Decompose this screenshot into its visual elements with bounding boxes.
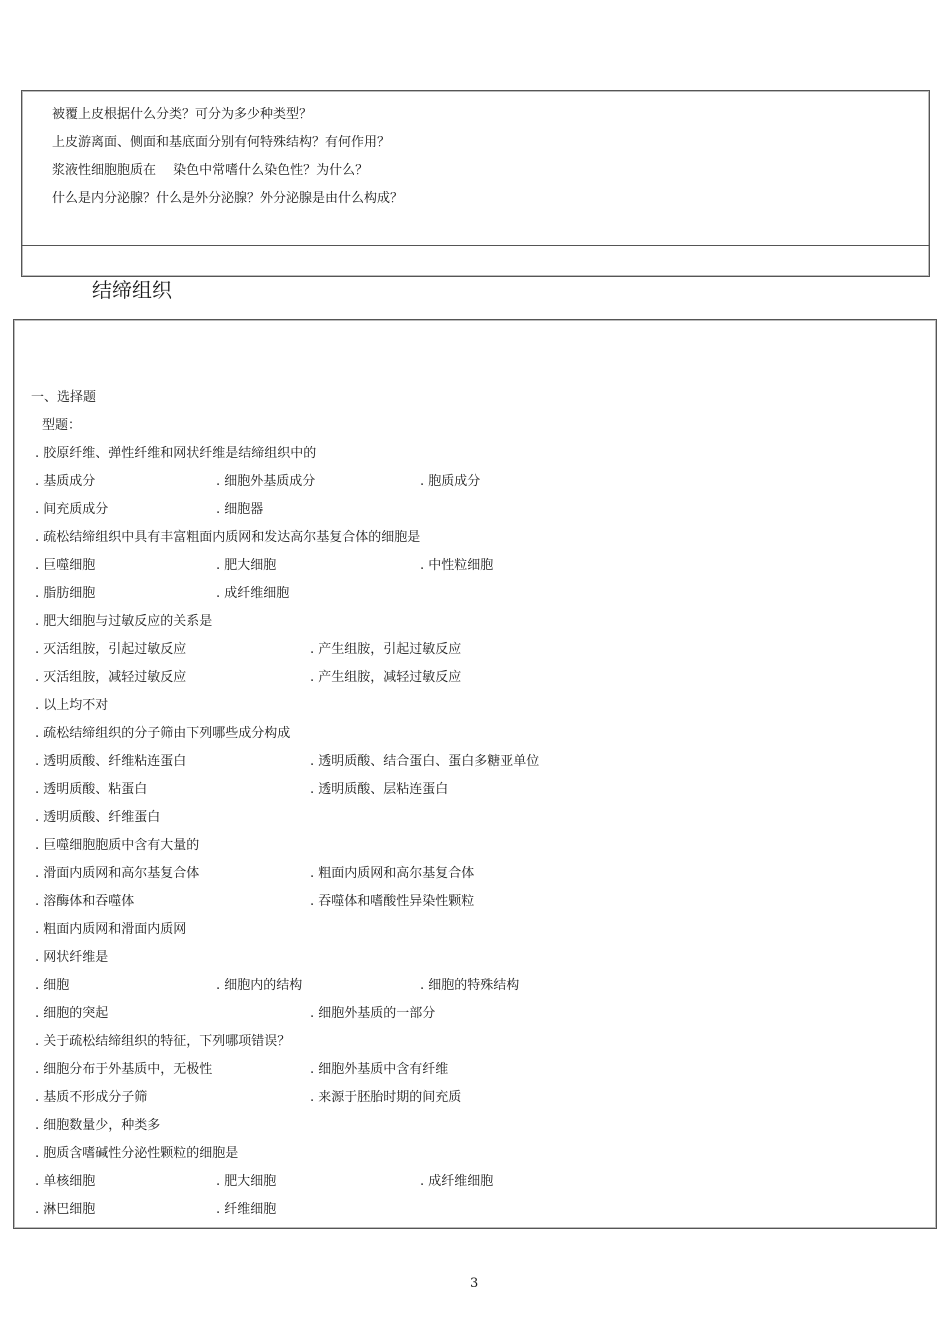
question-type-label: 型题： [42,418,82,433]
option-item: . 来源于胚胎时期的间充质 [310,1090,462,1105]
option-item: . 肥大细胞 [216,558,277,573]
option-item: . 溶酶体和吞噬体 [35,894,135,909]
review-question: 什么是内分泌腺？什么是外分泌腺？外分泌腺是由什么构成？ [52,191,404,206]
review-question: 浆液性细胞胞质在 染色中常嗜什么染色性？为什么？ [52,163,369,178]
option-item: . 细胞 [35,978,70,993]
option-item: . 基质成分 [35,474,96,489]
option-item: . 细胞的突起 [35,1006,109,1021]
question-line: . 肥大细胞与过敏反应的关系是 [35,614,213,629]
option-item: . 透明质酸、层粘连蛋白 [310,782,449,797]
option-item: . 灭活组胺，引起过敏反应 [35,642,187,657]
option-item: . 成纤维细胞 [216,586,290,601]
section-title: 结缔组织 [92,278,172,302]
option-item: . 成纤维细胞 [420,1174,494,1189]
option-item: . 纤维细胞 [216,1202,277,1217]
question-line: . 细胞数量少，种类多 [35,1118,161,1133]
option-item: . 细胞的特殊结构 [420,978,520,993]
option-item: . 透明质酸、结合蛋白、蛋白多糖亚单位 [310,754,540,769]
option-item: . 产生组胺，引起过敏反应 [310,642,462,657]
option-item: . 细胞内的结构 [216,978,303,993]
question-line: . 粗面内质网和滑面内质网 [35,922,187,937]
option-item: . 脂肪细胞 [35,586,96,601]
option-item: . 粗面内质网和高尔基复合体 [310,866,475,881]
option-item: . 细胞外基质成分 [216,474,316,489]
option-item: . 细胞分布于外基质中，无极性 [35,1062,213,1077]
option-item: . 灭活组胺，减轻过敏反应 [35,670,187,685]
section-heading: 一、选择题 [31,390,97,405]
option-item: . 吞噬体和嗜酸性异染性颗粒 [310,894,475,909]
question-line: . 网状纤维是 [35,950,109,965]
option-item: . 透明质酸、纤维粘连蛋白 [35,754,187,769]
question-line: . 以上均不对 [35,698,109,713]
option-item: . 细胞外基质中含有纤维 [310,1062,449,1077]
question-line: . 巨噬细胞胞质中含有大量的 [35,838,200,853]
option-item: . 淋巴细胞 [35,1202,96,1217]
box-divider [22,245,929,246]
review-questions-box [21,90,930,277]
option-item: . 基质不形成分子筛 [35,1090,148,1105]
question-line: . 胞质含嗜碱性分泌性颗粒的细胞是 [35,1146,239,1161]
review-question: 上皮游离面、侧面和基底面分别有何特殊结构？有何作用？ [52,135,391,150]
option-item: . 单核细胞 [35,1174,96,1189]
question-line: . 关于疏松结缔组织的特征，下列哪项错误？ [35,1034,291,1049]
question-line: . 胶原纤维、弹性纤维和网状纤维是结缔组织中的 [35,446,317,461]
option-item: . 透明质酸、粘蛋白 [35,782,148,797]
option-item: . 胞质成分 [420,474,481,489]
option-item: . 产生组胺，减轻过敏反应 [310,670,462,685]
option-item: . 滑面内质网和高尔基复合体 [35,866,200,881]
option-item: . 细胞外基质的一部分 [310,1006,436,1021]
question-line: . 疏松结缔组织的分子筛由下列哪些成分构成 [35,726,291,741]
option-item: . 肥大细胞 [216,1174,277,1189]
question-line: . 透明质酸、纤维蛋白 [35,810,161,825]
option-item: . 细胞器 [216,502,264,517]
review-question: 被覆上皮根据什么分类？可分为多少种类型？ [52,107,313,122]
option-item: . 巨噬细胞 [35,558,96,573]
option-item: . 间充质成分 [35,502,109,517]
page-number: 3 [470,1276,479,1291]
option-item: . 中性粒细胞 [420,558,494,573]
question-line: . 疏松结缔组织中具有丰富粗面内质网和发达高尔基复合体的细胞是 [35,530,421,545]
